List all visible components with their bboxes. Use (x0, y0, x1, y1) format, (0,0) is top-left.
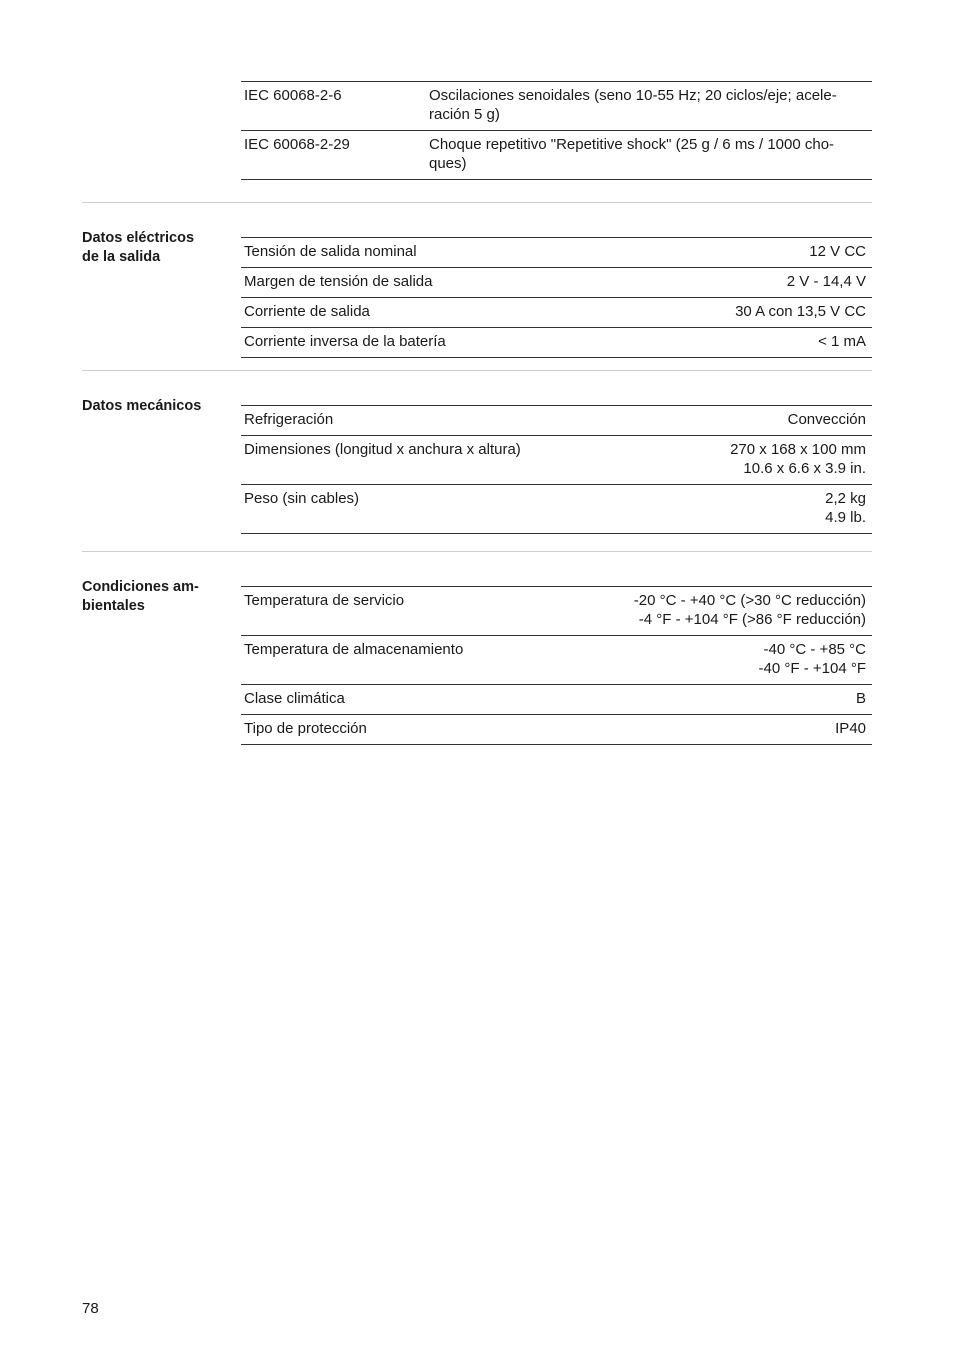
row-value: -20 °C - +40 °C (>30 °C reducción) -4 °F - +104 °F (>86 °F reducción) (633, 592, 866, 628)
section-divider (82, 202, 872, 203)
row-value: B (855, 690, 866, 707)
mechanical-table (241, 405, 872, 534)
standard-code: IEC 60068-2-6 (244, 87, 342, 104)
table-row (241, 298, 872, 328)
table-row (241, 131, 872, 180)
table-row (241, 268, 872, 298)
row-name: Tensión de salida nominal (244, 243, 417, 260)
row-name: Refrigeración (244, 411, 334, 428)
row-name: Dimensiones (longitud x anchura x altura) (244, 441, 521, 458)
row-name: Corriente de salida (244, 303, 370, 320)
standards-table (241, 81, 872, 180)
section-label-mechanical: Datos mecánicos (82, 398, 202, 414)
table-row (241, 82, 872, 131)
standard-code: IEC 60068-2-29 (244, 136, 350, 153)
section-label-electrical: Datos eléctricos de la salida (82, 230, 195, 265)
row-name: Peso (sin cables) (244, 490, 360, 507)
row-name: Tipo de protección (244, 720, 367, 737)
row-name: Corriente inversa de la batería (244, 333, 446, 350)
table-row (241, 715, 872, 745)
section-divider (82, 370, 872, 371)
row-value: 2 V - 14,4 V (786, 273, 866, 290)
row-name: Temperatura de almacenamiento (244, 641, 464, 658)
row-value: < 1 mA (818, 333, 866, 350)
page-number: 78 (82, 1300, 99, 1317)
row-value: -40 °C - +85 °C -40 °F - +104 °F (758, 641, 866, 677)
row-value: 12 V CC (809, 243, 866, 260)
row-value: 2,2 kg 4.9 lb. (825, 490, 866, 526)
row-value: IP40 (835, 720, 866, 737)
table-row (241, 485, 872, 534)
row-name: Clase climática (244, 690, 345, 707)
row-value: 30 A con 13,5 V CC (735, 303, 866, 320)
environmental-table (241, 586, 872, 745)
section-divider (82, 551, 872, 552)
table-row (241, 436, 872, 485)
electrical-table (241, 237, 872, 358)
row-name: Temperatura de servicio (244, 592, 405, 609)
standard-description: Choque repetitivo "Repetitive shock" (25 g / 6 ms / 1000 cho- ques) (429, 136, 835, 172)
table-row (241, 685, 872, 715)
section-label-environmental: Condiciones am- bientales (82, 579, 199, 614)
table-row (241, 587, 872, 636)
table-row (241, 406, 872, 436)
table-row (241, 636, 872, 685)
standard-description: Oscilaciones senoidales (seno 10-55 Hz; 20 ciclos/eje; acele- ración 5 g) (429, 87, 837, 123)
row-value: 270 x 168 x 100 mm 10.6 x 6.6 x 3.9 in. (730, 441, 866, 477)
row-name: Margen de tensión de salida (244, 273, 433, 290)
row-value: Convección (787, 411, 866, 428)
table-row (241, 328, 872, 358)
table-row (241, 238, 872, 268)
